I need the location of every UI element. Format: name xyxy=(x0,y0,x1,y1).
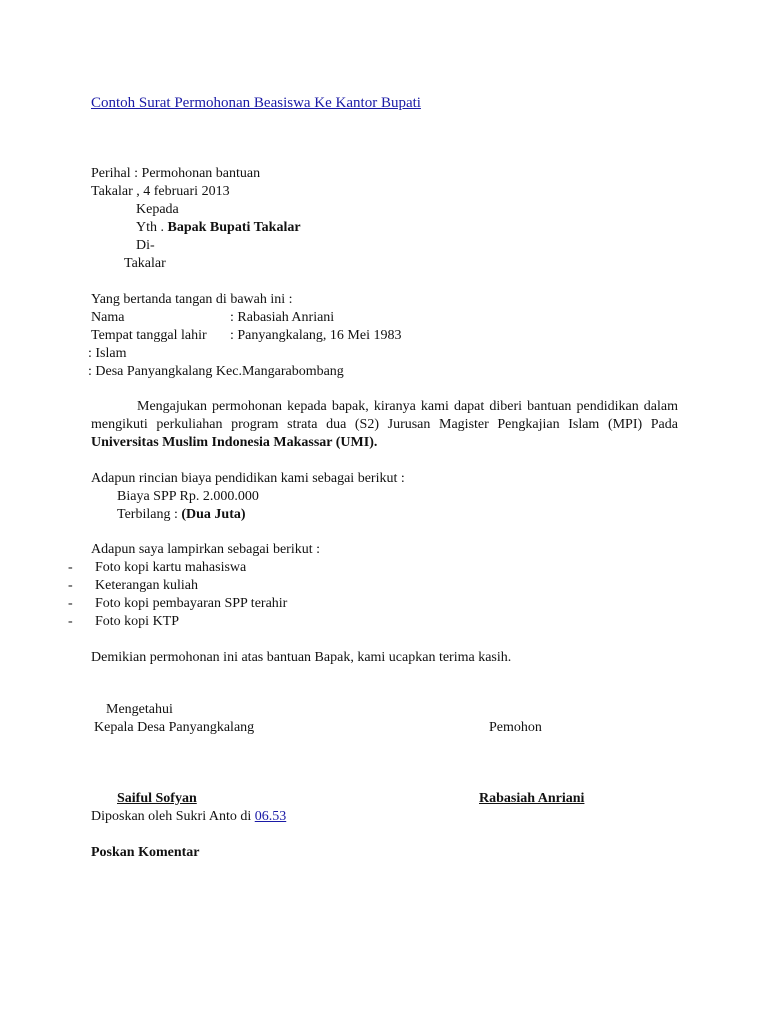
post-footer xyxy=(91,808,286,826)
university-name: Universitas Muslim Indonesia Makassar (UMI). xyxy=(91,435,378,450)
di-line: Di- xyxy=(136,238,155,253)
yth-prefix: Yth . xyxy=(136,220,168,235)
posted-by-text: Diposkan oleh Sukri Anto di xyxy=(91,809,255,824)
closing-line: Demikian permohonan ini atas bantuan Bapak, kami ucapkan terima kasih. xyxy=(91,650,512,665)
addressee-name: Bapak Bupati Takalar xyxy=(167,220,301,235)
city-line: Takalar xyxy=(124,256,166,271)
request-paragraph xyxy=(91,398,678,452)
post-comment-link[interactable]: Poskan Komentar xyxy=(91,845,200,860)
ttl-value: : Panyangkalang, 16 Mei 1983 xyxy=(230,328,402,343)
terbilang-line xyxy=(117,506,246,524)
agama-value: : Islam xyxy=(88,346,127,361)
right-signer-name: Rabasiah Anriani xyxy=(479,791,585,806)
list-item: Foto kopi kartu mahasiswa xyxy=(95,560,247,575)
request-text: Mengajukan permohonan kepada bapak, kiranya kami dapat diberi bantuan pendidikan dalam mengikuti perkuliahan program strata dua (S2) Jurusan Magister Pengkajian Islam (MPI) Pada xyxy=(91,399,678,432)
list-bullet: - xyxy=(68,614,73,629)
cost-spp: Biaya SPP Rp. 2.000.000 xyxy=(117,489,259,504)
left-signer-role: Kepala Desa Panyangkalang xyxy=(94,720,255,735)
kepada-line: Kepada xyxy=(136,202,179,217)
place-date: Takalar , 4 februari 2013 xyxy=(91,184,230,199)
nama-label: Nama xyxy=(91,310,125,325)
mengetahui-label: Mengetahui xyxy=(106,702,173,717)
list-bullet: - xyxy=(68,596,73,611)
terbilang-label: Terbilang : xyxy=(117,507,182,522)
list-item: Keterangan kuliah xyxy=(95,578,199,593)
addressee-line xyxy=(136,219,301,237)
nama-value: : Rabasiah Anriani xyxy=(230,310,335,325)
post-time-link[interactable]: 06.53 xyxy=(254,809,287,824)
cost-intro: Adapun rincian biaya pendidikan kami sebagai berikut : xyxy=(91,471,405,486)
terbilang-value: (Dua Juta) xyxy=(181,507,246,522)
list-item: Foto kopi pembayaran SPP terahir xyxy=(95,596,288,611)
list-item: Foto kopi KTP xyxy=(95,614,180,629)
list-bullet: - xyxy=(68,560,73,575)
attach-intro: Adapun saya lampirkan sebagai berikut : xyxy=(91,542,320,557)
document-title[interactable]: Contoh Surat Permohonan Beasiswa Ke Kantor Bupati xyxy=(91,95,421,111)
left-signer-name: Saiful Sofyan xyxy=(117,791,197,806)
perihal-line: Perihal : Permohonan bantuan xyxy=(91,166,261,181)
right-signer-role: Pemohon xyxy=(489,720,542,735)
identity-intro: Yang bertanda tangan di bawah ini : xyxy=(91,292,293,307)
list-bullet: - xyxy=(68,578,73,593)
alamat-value: : Desa Panyangkalang Kec.Mangarabombang xyxy=(88,364,344,379)
ttl-label: Tempat tanggal lahir xyxy=(91,328,207,343)
